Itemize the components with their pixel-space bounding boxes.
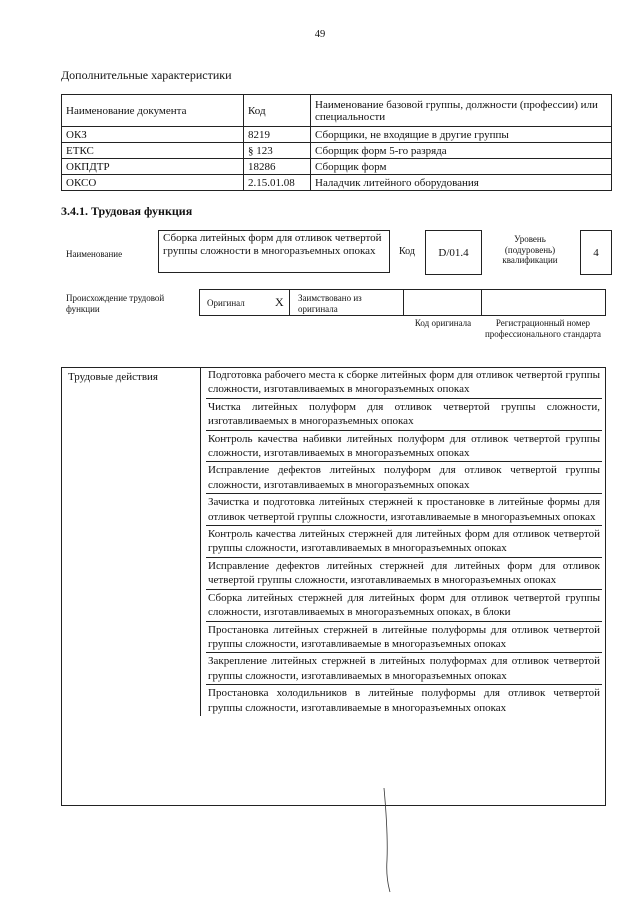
list-item: Закрепление литейных стержней в литейных полуформах для отливок четвертой группы сложности, изготавливаемых в многоразъемных опоках bbox=[206, 653, 602, 685]
list-item: Контроль качества литейных стержней для литейных форм для отливок четвертой группы сложности, изготавливаемых в многоразъемных опоках bbox=[206, 526, 602, 558]
name-label: Наименование bbox=[66, 249, 123, 259]
list-item: Зачистка и подготовка литейных стержней к простановке в литейные формы для отливок четвертой группы сложности, изготавливаемые в многоразъемных опоках bbox=[206, 494, 602, 526]
table-row bbox=[62, 159, 612, 175]
header-group-name: Наименование базовой группы, должности (профессии) или специальности bbox=[311, 95, 612, 127]
list-item: Исправление дефектов литейных полуформ для отливок четвертой группы сложности, изготавливаемых в многоразъемных опоках bbox=[206, 462, 602, 494]
code-cell: § 123 bbox=[244, 143, 311, 159]
qualification-level-label: Уровень (подуровень) квалификации bbox=[502, 234, 558, 265]
code-cell: 8219 bbox=[244, 127, 311, 143]
classifier-header-row bbox=[62, 95, 612, 127]
section-title: 3.4.1. Трудовая функция bbox=[61, 204, 193, 218]
table-row bbox=[62, 143, 612, 159]
code-original-caption: Код оригинала bbox=[414, 318, 472, 328]
original-box bbox=[199, 289, 290, 316]
doc-cell: ОКЗ bbox=[62, 127, 244, 143]
table-row bbox=[62, 175, 612, 191]
doc-cell: ЕТКС bbox=[62, 143, 244, 159]
reg-number-box bbox=[481, 289, 606, 316]
reg-number-caption: Регистрационный номер профессионального стандарта bbox=[484, 318, 602, 339]
original-mark: X bbox=[275, 295, 284, 309]
header-code: Код bbox=[244, 95, 311, 127]
code-cell: 2.15.01.08 bbox=[244, 175, 311, 191]
code-original-box bbox=[403, 289, 482, 316]
group-cell: Сборщики, не входящие в другие группы bbox=[311, 127, 612, 143]
function-name-box: Сборка литейных форм для отливок четвертой группы сложности в многоразъемных опоках bbox=[158, 230, 390, 273]
code-cell: 18286 bbox=[244, 159, 311, 175]
list-item: Контроль качества набивки литейных полуформ для отливок четвертой группы сложности, изготавливаемых в многоразъемных опоках bbox=[206, 431, 602, 463]
labor-actions-list bbox=[200, 367, 607, 716]
group-cell: Наладчик литейного оборудования bbox=[311, 175, 612, 191]
list-item: Исправление дефектов литейных стержней для литейных форм для отливок четвертой группы сложности, изготавливаемых в многоразъемных опоках bbox=[206, 558, 602, 590]
group-cell: Сборщик форм bbox=[311, 159, 612, 175]
borrowed-label: Заимствовано из оригинала bbox=[298, 293, 362, 314]
doc-cell: ОКСО bbox=[62, 175, 244, 191]
origin-label: Происхождение трудовой функции bbox=[66, 293, 165, 314]
list-item: Чистка литейных полуформ для отливок четвертой группы сложности, изготавливаемых в многоразъемных опоках bbox=[206, 399, 602, 431]
pen-stroke-mark bbox=[370, 780, 410, 900]
list-item: Простановка литейных стержней в литейные полуформы для отливок четвертой группы сложности, изготавливаемые в многоразъемных опоках bbox=[206, 622, 602, 654]
original-label: Оригинал bbox=[207, 298, 245, 308]
borrowed-box bbox=[289, 289, 404, 316]
function-code-box: D/01.4 bbox=[425, 230, 482, 275]
list-item: Простановка холодильников в литейные полуформы для отливок четвертой группы сложности, изготавливаемые в многоразъемных опоках bbox=[208, 687, 600, 714]
header-document-name: Наименование документа bbox=[62, 95, 244, 127]
table-row bbox=[62, 127, 612, 143]
classifier-table bbox=[61, 94, 612, 191]
additional-characteristics-heading: Дополнительные характеристики bbox=[61, 68, 232, 82]
list-item: Сборка литейных стержней для литейных форм для отливок четвертой группы сложности, изготавливаемых в многоразъемных опоках, в блоки bbox=[206, 590, 602, 622]
group-cell: Сборщик форм 5-го разряда bbox=[311, 143, 612, 159]
qualification-level-box: 4 bbox=[580, 230, 612, 275]
doc-cell: ОКПДТР bbox=[62, 159, 244, 175]
code-label: Код bbox=[399, 246, 415, 257]
page-number: 49 bbox=[314, 29, 326, 40]
list-item: Подготовка рабочего места к сборке литейных форм для отливок четвертой группы сложности, изготавливаемых в многоразъемных опоках bbox=[206, 367, 602, 399]
labor-actions-label: Трудовые действия bbox=[68, 371, 158, 383]
